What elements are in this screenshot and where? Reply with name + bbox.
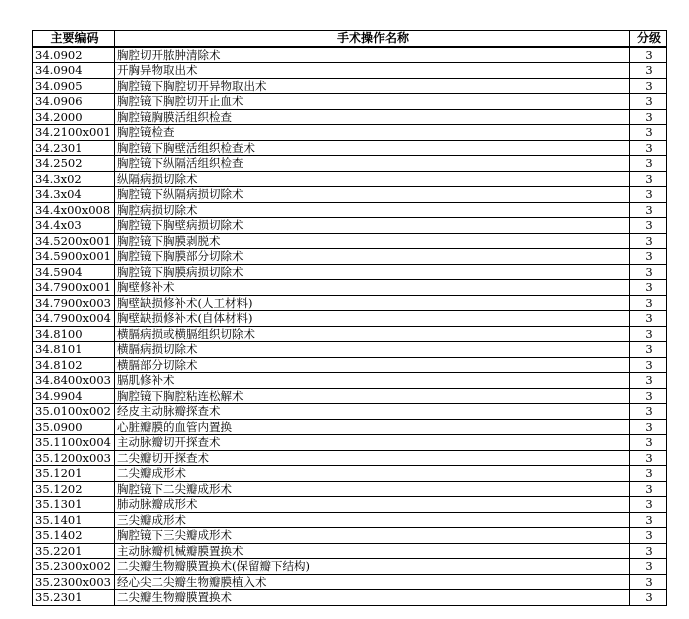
table-row [33, 373, 667, 389]
grade-cell: 3 [630, 404, 667, 420]
procedure-table [32, 30, 667, 606]
name-cell: 胸腔镜下胸膜剥脱术 [115, 233, 630, 249]
code-cell: 34.8400x003 [33, 373, 115, 389]
code-cell: 35.2300x002 [33, 559, 115, 575]
code-cell: 35.1200x003 [33, 450, 115, 466]
name-cell: 三尖瓣成形术 [115, 512, 630, 528]
code-cell: 34.4x03 [33, 218, 115, 234]
grade-cell: 3 [630, 450, 667, 466]
name-cell: 胸腔镜下胸腔切开异物取出术 [115, 78, 630, 94]
name-cell: 胸腔镜下纵隔活组织检查 [115, 156, 630, 172]
grade-cell: 3 [630, 512, 667, 528]
name-cell: 胸腔镜下胸壁病损切除术 [115, 218, 630, 234]
code-cell: 34.2000 [33, 109, 115, 125]
name-cell: 开胸异物取出术 [115, 63, 630, 79]
grade-cell: 3 [630, 187, 667, 203]
code-cell: 34.3x02 [33, 171, 115, 187]
table-row [33, 388, 667, 404]
grade-cell: 3 [630, 140, 667, 156]
table-row [33, 497, 667, 513]
grade-cell: 3 [630, 295, 667, 311]
name-cell: 心脏瓣膜的血管内置换 [115, 419, 630, 435]
code-cell: 35.1202 [33, 481, 115, 497]
name-cell: 胸腔镜下胸腔粘连松解术 [115, 388, 630, 404]
table-row [33, 419, 667, 435]
grade-cell: 3 [630, 466, 667, 482]
grade-cell: 3 [630, 109, 667, 125]
grade-cell: 3 [630, 543, 667, 559]
table-row [33, 404, 667, 420]
code-cell: 35.2201 [33, 543, 115, 559]
table-row [33, 543, 667, 559]
name-cell: 二尖瓣生物瓣膜置换术 [115, 590, 630, 606]
name-cell: 膈肌修补术 [115, 373, 630, 389]
header-name: 手术操作名称 [115, 31, 630, 47]
table-header [33, 31, 667, 47]
code-cell: 34.0906 [33, 94, 115, 110]
name-cell: 胸腔切开脓肿清除术 [115, 47, 630, 63]
grade-cell: 3 [630, 78, 667, 94]
grade-cell: 3 [630, 574, 667, 590]
grade-cell: 3 [630, 171, 667, 187]
name-cell: 胸腔镜检查 [115, 125, 630, 141]
table-row [33, 156, 667, 172]
name-cell: 横膈病损切除术 [115, 342, 630, 358]
code-cell: 35.1201 [33, 466, 115, 482]
code-cell: 34.7900x001 [33, 280, 115, 296]
grade-cell: 3 [630, 326, 667, 342]
code-cell: 35.1402 [33, 528, 115, 544]
code-cell: 34.8100 [33, 326, 115, 342]
table-row [33, 512, 667, 528]
table-row [33, 47, 667, 63]
grade-cell: 3 [630, 202, 667, 218]
code-cell: 35.2301 [33, 590, 115, 606]
code-cell: 34.3x04 [33, 187, 115, 203]
code-cell: 34.2502 [33, 156, 115, 172]
table-row [33, 94, 667, 110]
header-row [33, 31, 667, 47]
grade-cell: 3 [630, 63, 667, 79]
code-cell: 34.0905 [33, 78, 115, 94]
name-cell: 主动脉瓣切开探查术 [115, 435, 630, 451]
name-cell: 胸腔镜胸膜活组织检查 [115, 109, 630, 125]
grade-cell: 3 [630, 481, 667, 497]
code-cell: 34.8101 [33, 342, 115, 358]
table-row [33, 466, 667, 482]
grade-cell: 3 [630, 264, 667, 280]
name-cell: 纵隔病损切除术 [115, 171, 630, 187]
grade-cell: 3 [630, 373, 667, 389]
table-row [33, 78, 667, 94]
code-cell: 35.1100x004 [33, 435, 115, 451]
name-cell: 胸壁修补术 [115, 280, 630, 296]
grade-cell: 3 [630, 125, 667, 141]
code-cell: 34.0904 [33, 63, 115, 79]
name-cell: 胸腔镜下胸壁活组织检查术 [115, 140, 630, 156]
name-cell: 胸腔镜下纵隔病损切除术 [115, 187, 630, 203]
name-cell: 胸腔镜下胸膜部分切除术 [115, 249, 630, 265]
table-row [33, 574, 667, 590]
name-cell: 经皮主动脉瓣探查术 [115, 404, 630, 420]
name-cell: 肺动脉瓣成形术 [115, 497, 630, 513]
grade-cell: 3 [630, 156, 667, 172]
grade-cell: 3 [630, 528, 667, 544]
code-cell: 34.7900x003 [33, 295, 115, 311]
table-row [33, 109, 667, 125]
table-body [33, 47, 667, 606]
name-cell: 经心尖二尖瓣生物瓣膜植入术 [115, 574, 630, 590]
table-row [33, 590, 667, 606]
grade-cell: 3 [630, 357, 667, 373]
code-cell: 34.9904 [33, 388, 115, 404]
code-cell: 35.1401 [33, 512, 115, 528]
table-row [33, 559, 667, 575]
code-cell: 34.8102 [33, 357, 115, 373]
table-row [33, 326, 667, 342]
name-cell: 二尖瓣切开探查术 [115, 450, 630, 466]
code-cell: 34.0902 [33, 47, 115, 63]
name-cell: 胸腔镜下胸腔切开止血术 [115, 94, 630, 110]
grade-cell: 3 [630, 388, 667, 404]
grade-cell: 3 [630, 559, 667, 575]
header-grade: 分级 [630, 31, 667, 47]
table-row [33, 528, 667, 544]
name-cell: 胸腔镜下二尖瓣成形术 [115, 481, 630, 497]
table-row [33, 280, 667, 296]
code-cell: 34.7900x004 [33, 311, 115, 327]
grade-cell: 3 [630, 419, 667, 435]
table-row [33, 357, 667, 373]
grade-cell: 3 [630, 47, 667, 63]
name-cell: 胸壁缺损修补术(自体材料) [115, 311, 630, 327]
table-row [33, 171, 667, 187]
table-row [33, 218, 667, 234]
table-row [33, 435, 667, 451]
grade-cell: 3 [630, 311, 667, 327]
table-row [33, 140, 667, 156]
grade-cell: 3 [630, 435, 667, 451]
name-cell: 横膈病损或横膈组织切除术 [115, 326, 630, 342]
name-cell: 胸壁缺损修补术(人工材料) [115, 295, 630, 311]
grade-cell: 3 [630, 233, 667, 249]
grade-cell: 3 [630, 280, 667, 296]
grade-cell: 3 [630, 497, 667, 513]
table-row [33, 233, 667, 249]
code-cell: 35.1301 [33, 497, 115, 513]
table-row [33, 342, 667, 358]
code-cell: 35.2300x003 [33, 574, 115, 590]
grade-cell: 3 [630, 218, 667, 234]
grade-cell: 3 [630, 94, 667, 110]
table-row [33, 481, 667, 497]
grade-cell: 3 [630, 342, 667, 358]
code-cell: 34.5900x001 [33, 249, 115, 265]
code-cell: 34.2301 [33, 140, 115, 156]
table-row [33, 295, 667, 311]
header-code: 主要编码 [33, 31, 115, 47]
code-cell: 34.2100x001 [33, 125, 115, 141]
table-row [33, 202, 667, 218]
name-cell: 横膈部分切除术 [115, 357, 630, 373]
name-cell: 胸腔病损切除术 [115, 202, 630, 218]
table-row [33, 249, 667, 265]
name-cell: 二尖瓣成形术 [115, 466, 630, 482]
code-cell: 35.0900 [33, 419, 115, 435]
code-cell: 35.0100x002 [33, 404, 115, 420]
table-row [33, 125, 667, 141]
name-cell: 二尖瓣生物瓣膜置换术(保留瓣下结构) [115, 559, 630, 575]
name-cell: 主动脉瓣机械瓣膜置换术 [115, 543, 630, 559]
code-cell: 34.4x00x008 [33, 202, 115, 218]
table-row [33, 450, 667, 466]
name-cell: 胸腔镜下三尖瓣成形术 [115, 528, 630, 544]
table-row [33, 264, 667, 280]
table-row [33, 63, 667, 79]
code-cell: 34.5200x001 [33, 233, 115, 249]
grade-cell: 3 [630, 249, 667, 265]
code-cell: 34.5904 [33, 264, 115, 280]
name-cell: 胸腔镜下胸膜病损切除术 [115, 264, 630, 280]
table-row [33, 187, 667, 203]
grade-cell: 3 [630, 590, 667, 606]
table-row [33, 311, 667, 327]
